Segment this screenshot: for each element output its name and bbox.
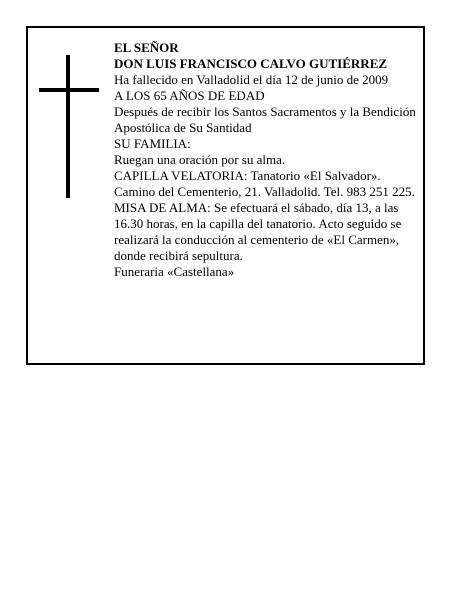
family-line: SU FAMILIA: [114, 136, 191, 151]
cross-vertical-bar [66, 55, 70, 198]
prayer-line: Ruegan una oración por su alma. [114, 152, 286, 167]
sacraments-line: Después de recibir los Santos Sacramentos y la Bendición Apostólica de Su Santidad [114, 104, 416, 135]
title-line: EL SEÑOR [114, 40, 179, 55]
cross-horizontal-bar [39, 88, 99, 92]
cross-icon [39, 55, 99, 198]
mass-line: MISA DE ALMA: Se efectuará el sábado, día 13, a las 16.30 horas, en la capilla del tanatorio. Acto seguido se realizará la conducción al cementerio de «El Carmen», donde recibirá sepultura. [114, 200, 402, 263]
obituary-notice [26, 26, 425, 365]
obituary-text [114, 40, 419, 280]
age-line: A LOS 65 AÑOS DE EDAD [114, 88, 265, 103]
funeral-home-line: Funeraria «Castellana» [114, 264, 235, 279]
death-line: Ha fallecido en Valladolid el día 12 de junio de 2009 [114, 72, 389, 87]
chapel-line: CAPILLA VELATORIA: Tanatorio «El Salvador». Camino del Cementerio, 21. Valladolid. Tel. 983 251 225. [114, 168, 415, 199]
deceased-name: DON LUIS FRANCISCO CALVO GUTIÉRREZ [114, 56, 388, 71]
